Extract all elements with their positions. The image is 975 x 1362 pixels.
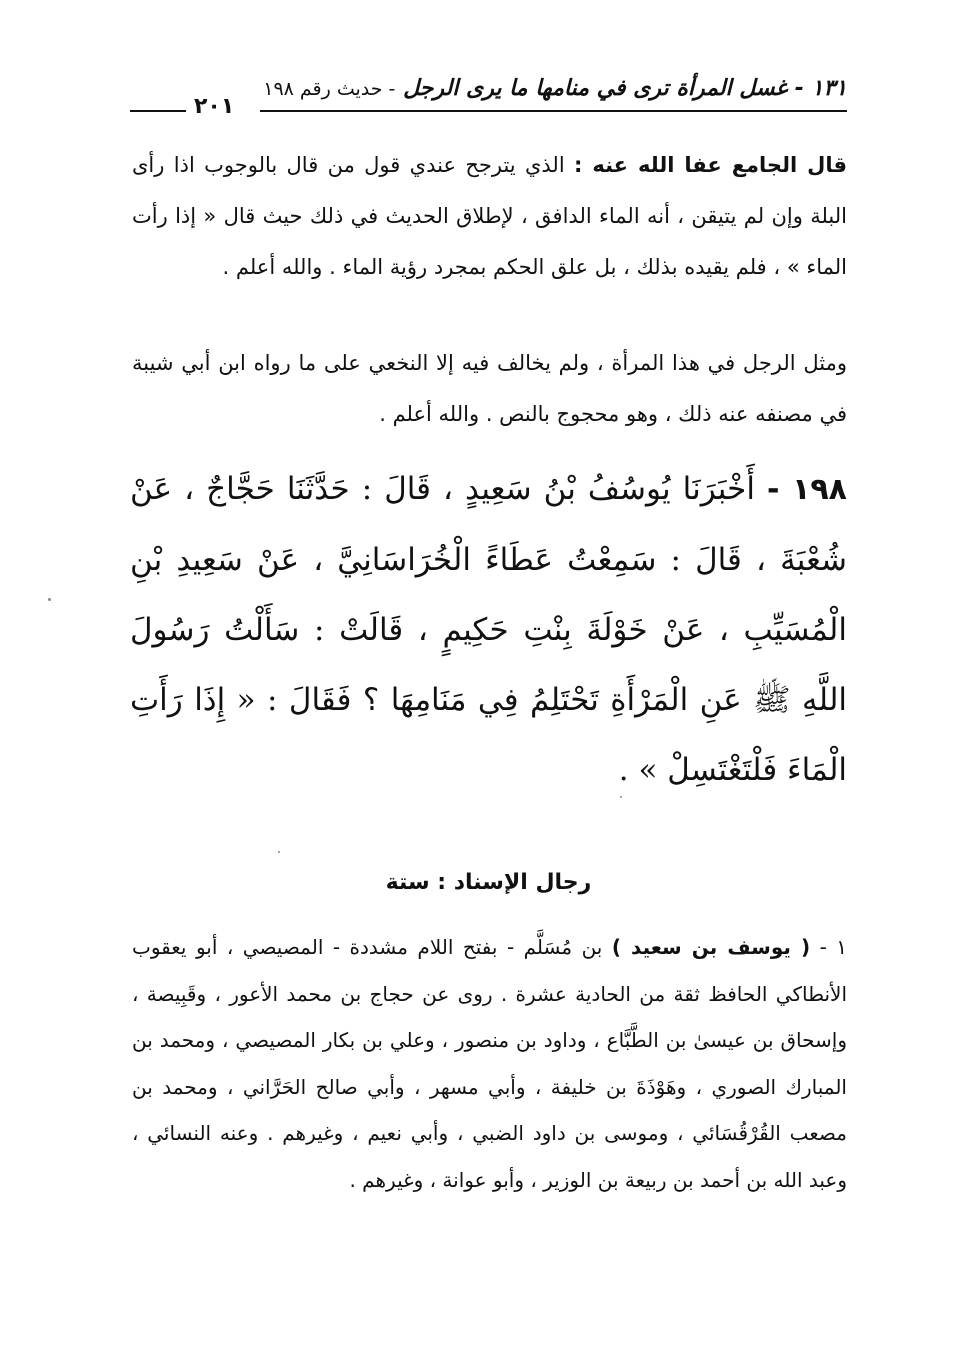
chapter-title: ١٣١ - غسل المرأة ترى في منامها ما يرى الرجل xyxy=(403,76,847,101)
hadith-reference: - حديث رقم ١٩٨ xyxy=(263,78,396,100)
scan-speck xyxy=(620,796,622,798)
header-rule-short xyxy=(130,110,186,112)
commentary-text-2: ومثل الرجل في هذا المرأة ، ولم يخالف فيه إلا النخعي على ما رواه ابن أبي شيبة في مصنفه عنه ذلك ، وهو محجوج بالنص . والله أعلم . xyxy=(132,351,847,426)
page-header xyxy=(130,76,847,119)
commentary-paragraph-2 xyxy=(132,338,847,440)
entry-text: بن مُسَلَّم - بفتح اللام مشددة - المصيصي ، أبو يعقوب الأنطاكي الحافظ ثقة من الحادية عشرة . روى عن حجاج بن محمد الأعور ، وقَبِيصة ، وإسحاق بن عيسىٰ بن الطَّبَّاع ، وداود بن منصور ، وعلي بن بكار المصيصي ، ومحمد بن المبارك الصوري ، وهَوْذَةَ بن خليفة ، وأبي مسهر ، وأبي صالح الحَرَّاني ، ومحمد بن مصعب القُرْقُسَائي ، وموسى بن داود الضبي ، وأبي نعيم ، وغيرهم . وعنه النسائي ، وعبد الله بن أحمد بن ربيعة بن الوزير ، وأبو عوانة ، وغيرهم . xyxy=(132,935,847,1192)
scan-speck xyxy=(48,598,51,601)
hadith-text-block xyxy=(130,454,847,805)
entry-number: ١ - xyxy=(819,935,848,959)
commentary-text: الذي يترجح عندي قول من قال بالوجوب اذا رأى البلة وإن لم يتيقن ، أنه الماء الدافق ، لإطلاق الحديث في ذلك حيث قال « إذا رأت الماء » ، فلم يقيده بذلك ، بل علق الحكم بمجرد رؤية الماء . والله أعلم . xyxy=(132,153,847,279)
section-heading: رجال الإسناد : ستة xyxy=(385,870,592,895)
commentary-paragraph xyxy=(132,140,847,293)
header-rule xyxy=(260,110,847,112)
narrator-entry xyxy=(132,924,847,1203)
page-number: ٢٠١ xyxy=(194,94,235,119)
running-title xyxy=(263,76,847,101)
hadith-text: أَخْبَرَنَا يُوسُفُ بْنُ سَعِيدٍ ، قَالَ : حَدَّثَنَا حَجَّاجٌ ، عَنْ شُعْبَةَ ، قَالَ : سَمِعْتُ عَطَاءً الْخُرَاسَانِيَّ ، عَنْ سَعِيدِ بْنِ الْمُسَيِّبِ ، عَنْ خَوْلَةَ بِنْتِ حَكِيمٍ ، قَالَتْ : سَأَلْتُ رَسُولَ اللَّهِ ﷺ عَنِ الْمَرْأَةِ تَحْتَلِمُ فِي مَنَامِهَا ؟ فَقَالَ : « إِذَا رَأَتِ الْمَاءَ فَلْتَغْتَسِلْ » . xyxy=(130,471,847,788)
entry-name: ( يوسف بن سعيد ) xyxy=(611,935,811,959)
commentary-lead: قال الجامع عفا الله عنه : xyxy=(574,153,847,177)
scan-speck xyxy=(278,851,280,853)
hadith-number: ١٩٨ - xyxy=(766,472,847,507)
